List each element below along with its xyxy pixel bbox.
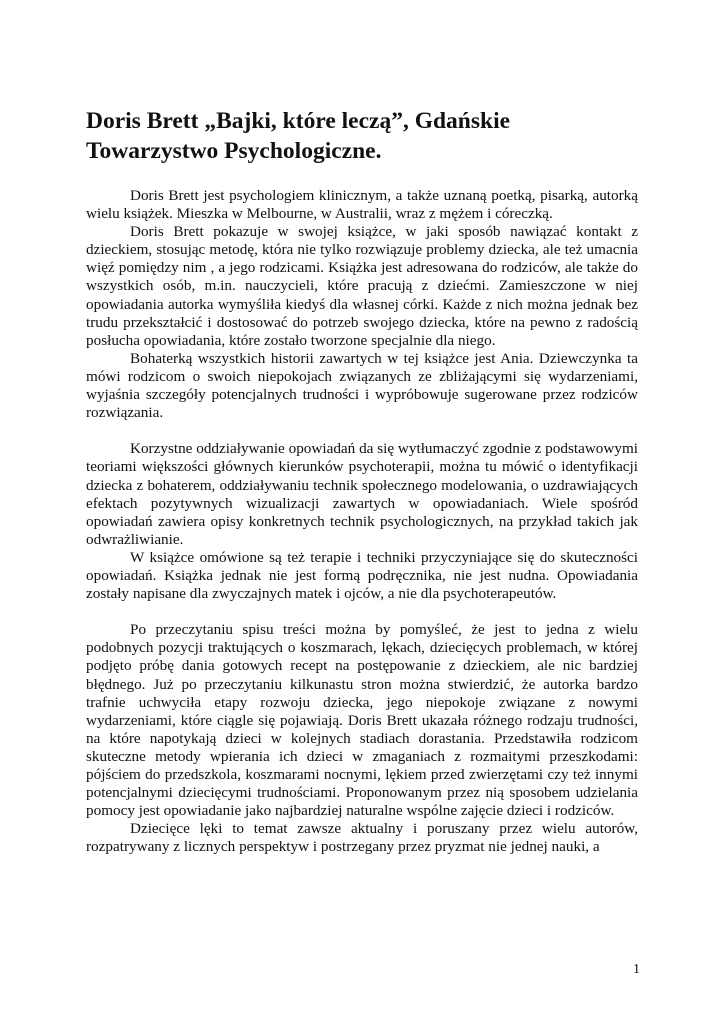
paragraph-psychotherapy-theories: Korzystne oddziaływanie opowiadań da się wytłumaczyć zgodnie z podstawowymi teoriami większości głównych kierunków psychoterapii, można tu mówić o identyfikacji dziecka z bohaterem, oddziaływaniu technik społecznego modelowania, o uzdrawiających efektach pozytywnych wizualizacji zawartych w opowiadaniach. Wiele spośród opowiadań zawiera opisy konkretnych technik psychologicznych, na przykład takich jak odwrażliwianie. — [86, 440, 638, 548]
document-title: Doris Brett „Bajki, które leczą”, Gdańskie Towarzystwo Psychologiczne. — [86, 108, 511, 164]
paragraph-therapies-techniques: W książce omówione są też terapie i techniki przyczyniające się do skuteczności opowiadań. Książka jednak nie jest formą podręcznika, nie jest nudna. Opowiadania zostały napisane dla zwyczajnych matek i ojców, a nie dla psychoterapeutów. — [86, 548, 638, 603]
paragraph-book-method: Doris Brett pokazuje w swojej książce, w jaki sposób nawiązać kontakt z dzieckiem, stosując metodę, która nie tylko rozwiązuje problemy dziecka, ale też umacnia więź pomiędzy nim , a jego rodzicami. Książka jest adresowana do rodziców, ale także do wszystkich osób, m.in. nauczycieli, które pracują z dziećmi. Zamieszczone w niej opowiadania autorka wymyśliła kiedyś dla własnej córki. Każde z nich można jednak bez trudu przekształcić i dostosować do potrzeb swojego dziecka, które na pewno z radością posłucha opowiadania, które zostało tworzone specjalnie dla niego. — [86, 223, 638, 349]
paragraph-heroine-ania: Bohaterką wszystkich historii zawartych w tej książce jest Ania. Dziewczynka ta mówi rodzicom o swoich niepokojach związanych ze zbliżającymi się wydarzeniami, wyjaśnia szczegóły potencjalnych trudności i wypróbowuje sugerowane przez rodziców rozwiązania. — [86, 349, 638, 422]
page-number: 1 — [633, 962, 640, 977]
document-body — [86, 187, 638, 856]
paragraph-table-of-contents: Po przeczytaniu spisu treści można by pomyśleć, że jest to jedna z wielu podobnych pozycji traktujących o koszmarach, lękach, dziecięcych problemach, w której podjęto próbę dania gotowych recept na postępowanie z dzieckiem, ale nic bardziej błędnego. Już po przeczytaniu kilkunastu stron można stwierdzić, że autorka bardzo trafnie uchwyciła etapy rozwoju dziecka, jego niepokoje związane z nowymi wydarzeniami, które ciągle się pojawiają. Doris Brett ukazała różnego rodzaju trudności, na które napotykają dzieci w kolejnych stadiach dorastania. Przedstawiła rodzicom skuteczne metody wpierania ich dzieci w zmaganiach z rozmaitymi przeszkodami: pójściem do przedszkola, koszmarami nocnymi, lękiem przed zwierzętami czy też innymi potencjalnymi dziecięcymi trudnościami. Proponowanym przez nią sposobem udzielania pomocy jest opowiadanie jako najbardziej naturalne wspólne zajęcie dzieci i rodziców. — [86, 621, 638, 820]
paragraph-childhood-fears: Dziecięce lęki to temat zawsze aktualny i poruszany przez wielu autorów, rozpatrywany z licznych perspektyw i postrzegany przez pryzmat nie jednej nauki, a — [86, 820, 638, 856]
paragraph-author-bio: Doris Brett jest psychologiem klinicznym, a także uznaną poetką, pisarką, autorką wielu książek. Mieszka w Melbourne, w Australii, wraz z mężem i córeczką. — [86, 187, 638, 223]
